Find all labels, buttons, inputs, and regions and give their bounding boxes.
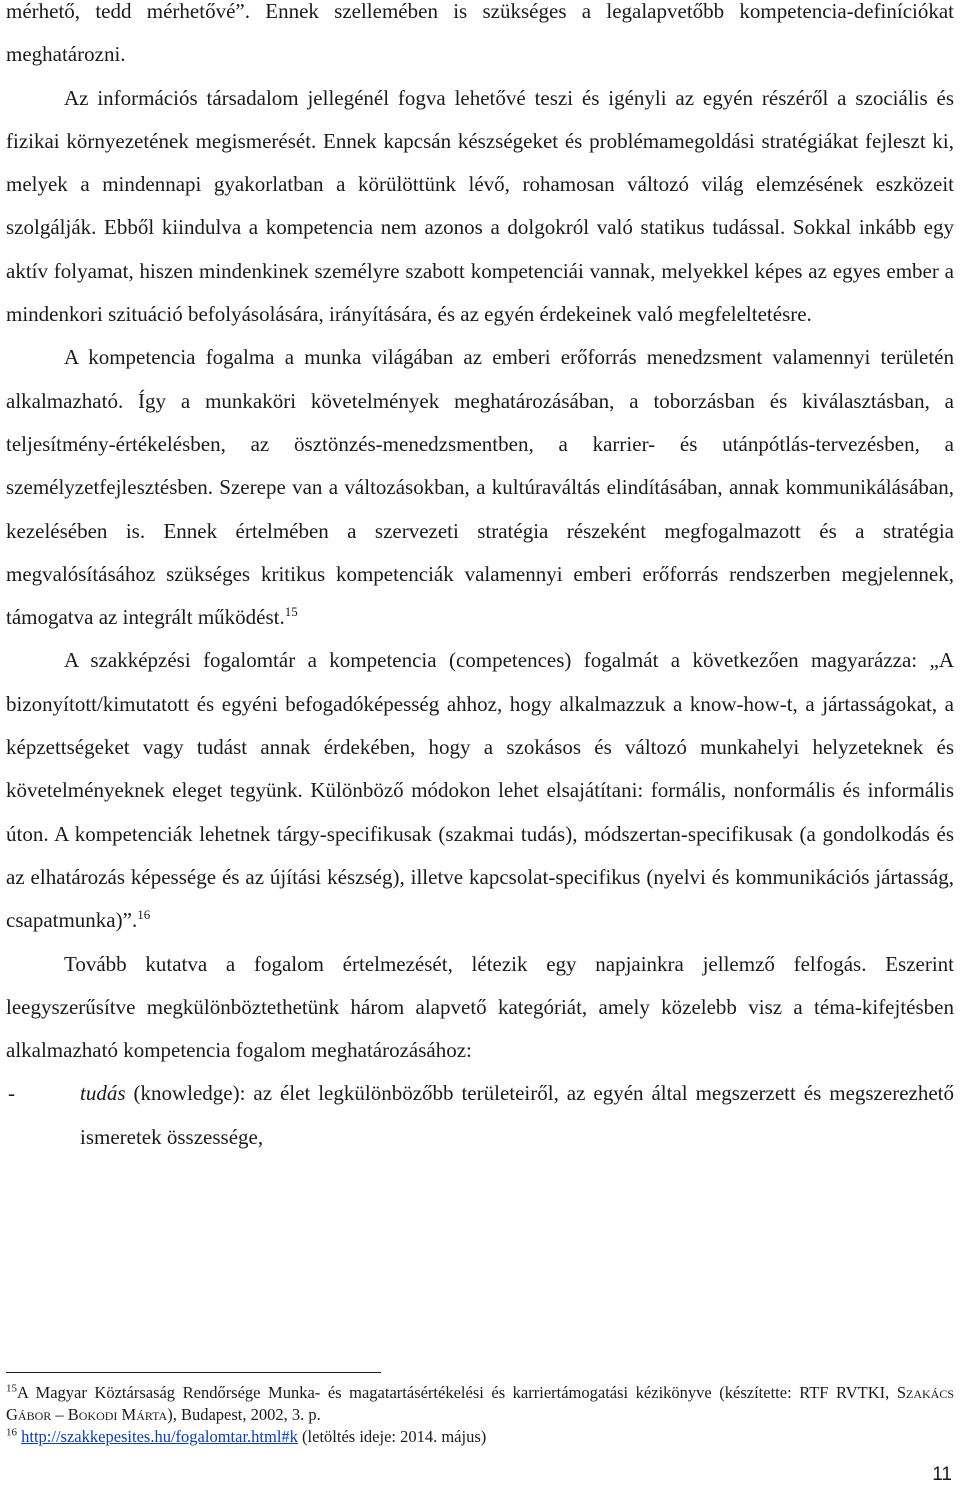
page-number: 11 <box>932 1464 952 1485</box>
paragraph-2: Az információs társadalom jellegénél fogva lehetővé teszi és igényli az egyén részéről a szociális és fizikai környezetének megismerését. Ennek kapcsán készségeket és problémamegoldási stratégiákat fejleszt ki, melyek a mindennapi gyakorlatban a körülöttünk lévő, rohamosan változó világ elemzésének eszközeit szolgálják. Ebből kiindulva a kompetencia nem azonos a dolgokról való statikus tudással. Sokkal inkább egy aktív folyamat, hiszen mindenkinek személyre szabott kompetenciái vannak, melyekkel képes az egyes ember a mindenkori szituáció befolyásolására, irányítására, és az egyén érdekeinek való megfeleltetésre. <box>6 85 954 327</box>
footnote-16 <box>6 1426 954 1448</box>
footnote-ref-16[interactable]: 16 <box>137 907 151 923</box>
footnote-16-mark: 16 <box>6 1426 17 1439</box>
paragraph-4 <box>6 639 954 942</box>
list-term: tudás <box>80 1081 126 1106</box>
list-item-knowledge <box>6 1072 954 1159</box>
footnote-15-mark: 15 <box>6 1382 17 1395</box>
paragraph-5: Tovább kutatva a fogalom értelmezését, létezik egy napjainkra jellemző felfogás. Eszerint leegyszerűsítve megkülönböztethetünk három alapvető kategóriát, amely közelebb visz a téma-kifejtésben alkalmazható kompetencia fogalom meghatározásához: <box>6 951 954 1063</box>
footnote-15 <box>6 1382 954 1426</box>
paragraph-1: mérhető, tedd mérhetővé”. Ennek szellemében is szükséges a legalapvetőbb kompetencia-definíciókat meghatározni. <box>6 0 954 67</box>
footnote-ref-15[interactable]: 15 <box>284 604 298 620</box>
footnote-16-link[interactable]: http://szakkepesites.hu/fogalomtar.html#k <box>21 1427 298 1446</box>
footnote-15-author-1: Szakács Gábor <box>6 1383 954 1424</box>
paragraph-3-text: A kompetencia fogalma a munka világában az emberi erőforrás menedzsment valamennyi területén alkalmazható. Így a munkaköri követelmények meghatározásában, a toborzásban és kiválasztásban, a teljesítmény-értékelésben, az ösztönzés-menedzsmentben, a karrier- és utánpótlás-tervezésben, a személyzetfejlesztésben. Szerepe van a változásokban, a kultúraváltás elindításában, annak kommunikálásában, kezelésében is. Ennek értelmében a szervezeti stratégia részeként megfogalmazott és a stratégia megvalósításához szükséges kritikus kompetenciák valamennyi emberi erőforrás rendszerben megjelennek, támogatva az integrált működést. <box>6 345 954 630</box>
footnote-15-text-b: ), Budapest, 2002, 3. p. <box>167 1405 321 1424</box>
footnote-15-dash: – <box>51 1405 68 1424</box>
footnote-16-text: (letöltés ideje: 2014. május) <box>297 1427 487 1446</box>
list-text: (knowledge): az élet legkülönbözőbb területeiről, az egyén által megszerzett és megszerezhető ismeretek összessége, <box>80 1081 954 1149</box>
footnotes <box>6 1382 954 1448</box>
footnote-separator <box>6 1372 381 1373</box>
body-text <box>6 0 954 1159</box>
paragraph-3 <box>6 336 954 639</box>
list-body <box>80 1072 954 1159</box>
footnote-15-author-2: Bokodi Márta <box>67 1405 168 1424</box>
paragraph-4-text: A szakképzési fogalomtár a kompetencia (competences) fogalmát a következően magyarázza: „A bizonyított/kimutatott és egyéni befogadóképesség ahhoz, hogy alkalmazzuk a know-how-t, a jártasságokat, a képzettségeket vagy tudást annak érdekében, hogy a szokásos és változó munkahelyi helyzeteknek és követelményeknek eleget tegyünk. Különböző módokon lehet elsajátítani: formális, nonformális és informális úton. A kompetenciák lehetnek tárgy-specifikusak (szakmai tudás), módszertan-specifikusak (a gondolkodás és az elhatározás képessége és az újítási készség), illetve kapcsolat-specifikus (nyelvi és kommunikációs jártasság, csapatmunka)”. <box>6 648 954 933</box>
footnote-15-text-a: A Magyar Köztársaság Rendőrsége Munka- és magatartásértékelési és karriertámogatási kézikönyve (készítette: RTF RVTKI, <box>17 1383 897 1402</box>
list-dash: - <box>8 1081 15 1106</box>
